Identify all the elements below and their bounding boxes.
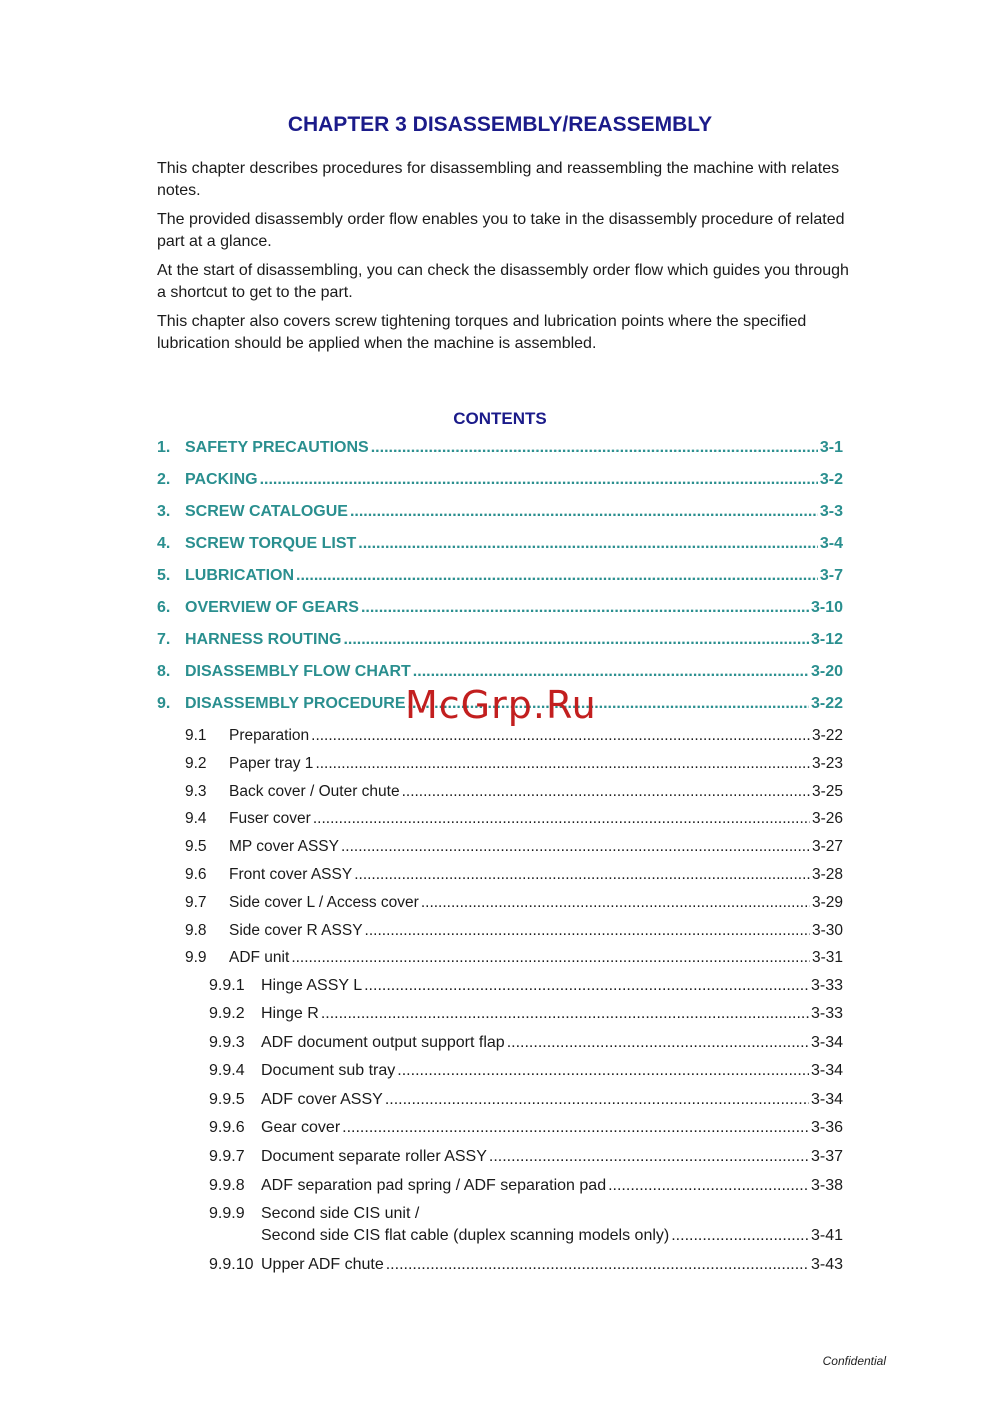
toc-entry-lubrication[interactable] [157, 565, 843, 587]
toc-number: 9.9.3 [209, 1034, 245, 1051]
toc-entry-screw-catalogue[interactable] [157, 501, 843, 523]
toc-page: 3-26 [811, 810, 843, 827]
toc-page: 3-28 [811, 866, 843, 883]
toc-page: 3-25 [811, 783, 843, 800]
toc-leader [358, 533, 818, 555]
toc-page: 3-7 [819, 567, 843, 584]
toc-entry-overview-of-gears[interactable] [157, 597, 843, 619]
toc-label: ADF cover ASSY [261, 1091, 383, 1108]
toc-page: 3-23 [811, 755, 843, 772]
toc-leader [385, 1089, 809, 1111]
toc-page: 3-36 [810, 1119, 843, 1136]
toc-number: 9. [157, 695, 171, 712]
footer-confidential: Confidential [822, 1354, 886, 1368]
toc-leader [365, 920, 810, 942]
toc-number: 7. [157, 631, 171, 648]
toc-number: 9.2 [185, 755, 207, 772]
toc-label: Document sub tray [261, 1062, 396, 1079]
intro-paragraph: The provided disassembly order flow enables you to take in the disassembly procedure of related part at a glance. [157, 211, 845, 250]
toc-leader [402, 781, 810, 803]
toc-label: Front cover ASSY [229, 866, 353, 883]
toc-page: 3-34 [810, 1091, 843, 1108]
toc-number: 6. [157, 599, 171, 616]
toc-label: SCREW CATALOGUE [185, 503, 348, 520]
toc-label: PACKING [185, 471, 258, 488]
toc-label: Gear cover [261, 1119, 341, 1136]
toc-label: MP cover ASSY [229, 838, 339, 855]
toc-label: Second side CIS unit / [261, 1205, 420, 1222]
toc-number: 9.7 [185, 894, 207, 911]
toc-page: 3-41 [810, 1227, 843, 1244]
toc-subsubentry[interactable] [157, 975, 843, 997]
toc-number: 9.9.5 [209, 1091, 245, 1108]
toc-label: Hinge ASSY L [261, 977, 363, 994]
toc-subentry[interactable] [157, 892, 843, 914]
toc-label: Preparation [229, 727, 310, 744]
toc-label: DISASSEMBLY FLOW CHART [185, 663, 411, 680]
toc-subentry[interactable] [157, 947, 843, 969]
toc-page: 3-37 [810, 1148, 843, 1165]
chapter-title: CHAPTER 3 DISASSEMBLY/REASSEMBLY [287, 113, 713, 136]
toc-leader [386, 1254, 809, 1276]
toc-leader [315, 753, 810, 775]
toc-label: OVERVIEW OF GEARS [185, 599, 359, 616]
toc-label: ADF document output support flap [261, 1034, 505, 1051]
toc-leader [671, 1225, 809, 1247]
toc-label: ADF separation pad spring / ADF separation pad [261, 1177, 607, 1194]
toc-page: 3-10 [810, 599, 843, 616]
toc-subentry[interactable] [157, 808, 843, 830]
toc-leader [364, 975, 809, 997]
toc-leader [296, 565, 818, 587]
toc-page: 3-33 [810, 977, 843, 994]
toc-leader [260, 469, 818, 491]
toc-subsubentry[interactable] [157, 1089, 843, 1111]
toc-number: 9.3 [185, 783, 207, 800]
toc-number: 8. [157, 663, 171, 680]
toc-leader [313, 808, 810, 830]
toc-page: 3-38 [810, 1177, 843, 1194]
toc-subentry[interactable] [157, 753, 843, 775]
toc-leader [342, 1117, 809, 1139]
toc-leader [350, 501, 818, 523]
toc-label: Hinge R [261, 1005, 319, 1022]
toc-subsubentry[interactable] [157, 1175, 843, 1197]
toc-leader [421, 892, 810, 914]
toc-number: 9.9.10 [209, 1256, 254, 1273]
toc-label: Upper ADF chute [261, 1256, 384, 1273]
toc-number: 9.9 [185, 949, 207, 966]
toc-page: 3-33 [810, 1005, 843, 1022]
toc-entry-packing[interactable] [157, 469, 843, 491]
toc-subsubentry[interactable] [157, 1203, 843, 1247]
toc-page: 3-3 [819, 503, 843, 520]
toc-subsubentry[interactable] [157, 1032, 843, 1054]
toc-subsubentry[interactable] [157, 1117, 843, 1139]
toc-label: SAFETY PRECAUTIONS [185, 439, 369, 456]
toc-number: 9.9.4 [209, 1062, 245, 1079]
toc-page: 3-34 [810, 1062, 843, 1079]
toc-entry-harness-routing[interactable] [157, 629, 843, 651]
toc-leader [341, 836, 810, 858]
toc-page: 3-12 [810, 631, 843, 648]
toc-page: 3-29 [811, 894, 843, 911]
toc-leader [343, 629, 809, 651]
toc-label: Fuser cover [229, 810, 311, 827]
toc-subsubentry[interactable] [157, 1146, 843, 1168]
toc-label: Side cover R ASSY [229, 922, 363, 939]
toc-page: 3-22 [810, 695, 843, 712]
toc-label: HARNESS ROUTING [185, 631, 342, 648]
toc-number: 9.9.6 [209, 1119, 245, 1136]
toc-number: 9.6 [185, 866, 207, 883]
toc-entry-safety-precautions[interactable] [157, 437, 843, 459]
toc-subentry[interactable] [157, 864, 843, 886]
intro-paragraph: This chapter describes procedures for disassembling and reassembling the machine with relates notes. [157, 160, 840, 199]
toc-number: 9.5 [185, 838, 207, 855]
toc-entry-disassembly-flow-chart[interactable] [157, 661, 843, 683]
toc-page: 3-22 [811, 727, 843, 744]
toc-subentry[interactable] [157, 781, 843, 803]
toc-leader [413, 661, 809, 683]
toc-page: 3-31 [811, 949, 843, 966]
toc-number: 4. [157, 535, 171, 552]
toc-entry-screw-torque-list[interactable] [157, 533, 843, 555]
toc-subentry[interactable] [157, 836, 843, 858]
toc-page: 3-4 [819, 535, 843, 552]
toc-label: SCREW TORQUE LIST [185, 535, 357, 552]
toc-label-continued: Second side CIS flat cable (duplex scanning models only) [261, 1227, 670, 1244]
toc-page: 3-34 [810, 1034, 843, 1051]
toc-page: 3-2 [819, 471, 843, 488]
toc-page: 3-43 [810, 1256, 843, 1273]
toc-leader [311, 725, 810, 747]
toc-subsubentry[interactable] [157, 1060, 843, 1082]
toc-number: 2. [157, 471, 171, 488]
toc-number: 9.9.8 [209, 1177, 245, 1194]
toc-leader [354, 864, 810, 886]
intro-paragraph: At the start of disassembling, you can check the disassembly order flow which guides you through a shortcut to get to the part. [157, 262, 849, 301]
toc-number: 9.8 [185, 922, 207, 939]
watermark: McGrp.Ru [405, 683, 597, 727]
toc-number: 9.9.7 [209, 1148, 245, 1165]
toc-page: 3-20 [810, 663, 843, 680]
toc-page: 3-30 [811, 922, 843, 939]
toc-number: 9.9.1 [209, 977, 245, 994]
toc-subsubentry[interactable] [157, 1003, 843, 1025]
contents-title: CONTENTS [453, 409, 547, 428]
toc-label: LUBRICATION [185, 567, 295, 584]
toc-page: 3-1 [819, 439, 843, 456]
toc-label: ADF unit [229, 949, 290, 966]
toc-number: 9.9.9 [209, 1205, 245, 1222]
toc-number: 3. [157, 503, 171, 520]
toc-leader [489, 1146, 809, 1168]
toc-leader [507, 1032, 809, 1054]
intro-paragraph: This chapter also covers screw tightening torques and lubrication points where the specified lubrication should be applied when the machine is assembled. [157, 313, 807, 352]
toc-label: Document separate roller ASSY [261, 1148, 487, 1165]
toc-leader [371, 437, 818, 459]
toc-leader [608, 1175, 809, 1197]
toc-number: 9.9.2 [209, 1005, 245, 1022]
toc-leader [361, 597, 809, 619]
toc-number: 5. [157, 567, 171, 584]
toc-label: DISASSEMBLY PROCEDURE [185, 695, 406, 712]
toc-label-wrap [261, 1203, 669, 1247]
toc-label: Paper tray 1 [229, 755, 314, 772]
toc-leader [321, 1003, 809, 1025]
toc-subentry[interactable] [157, 920, 843, 942]
toc-leader [291, 947, 810, 969]
toc-number: 9.4 [185, 810, 207, 827]
toc-label: Back cover / Outer chute [229, 783, 400, 800]
toc-label: Side cover L / Access cover [229, 894, 419, 911]
toc-number: 9.1 [185, 727, 207, 744]
toc-page: 3-27 [811, 838, 843, 855]
intro-text [157, 158, 857, 362]
toc-subentry[interactable] [157, 725, 843, 747]
toc-number: 1. [157, 439, 171, 456]
toc-leader [397, 1060, 809, 1082]
toc-subsubentry[interactable] [157, 1254, 843, 1276]
